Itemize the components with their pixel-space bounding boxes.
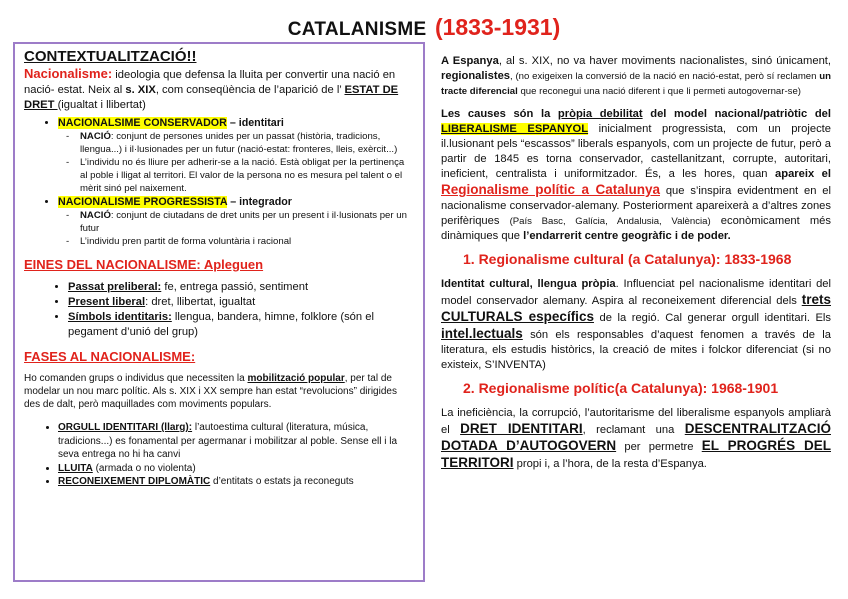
- text: , al s. XIX, no va haver moviments nacionalistes, sinó únicament,: [498, 55, 832, 67]
- phase-label: RECONEIXEMENT DIPLOMÀTIC: [58, 476, 211, 487]
- list-item: [68, 280, 414, 295]
- nacio-text: : conjunt de ciutadans de dret units per un present i il·lusionats per un futur: [80, 210, 407, 234]
- section-2-heading: 2. Regionalisme polític(a Catalunya): 1968-1901: [463, 380, 779, 396]
- text: són els responsables d’aquest fenomen a través de la literatura, els estudis històrics, la creació de mites i folckor diferenciat (si no existeix, S’INVENTA): [441, 329, 831, 371]
- text: inicialment progressista, com un projecte il.lusionant pels “escassos” liberals espanyols, com un projecte de futur, però a partir de 1845 es torna conservador, castellanitzant, corrupte, autoritari, ineficient, centralista i uniformitzador. És, a les hores, quan: [441, 123, 831, 180]
- trets-culturals: trets CULTURALS específics: [441, 292, 831, 324]
- phases-intro: [24, 372, 414, 411]
- nationalism-text-2: , com conseqüència de l’aparició de l’: [155, 84, 345, 96]
- text: apareix el: [775, 168, 831, 180]
- text: , reclamant una: [582, 424, 685, 436]
- title-main: CATALANISME: [287, 19, 427, 40]
- context-heading: CONTEXTUALITZACIÓ!!: [24, 48, 197, 65]
- list-item: [58, 116, 414, 195]
- text: que reconegui una nació diferent i que li permeti autogovernar-se): [517, 86, 801, 97]
- list-item: - L’individu pren partit de forma voluntària i racional: [72, 235, 414, 248]
- nationalism-label: Nacionalisme:: [24, 66, 113, 81]
- text: per permetre: [616, 441, 702, 453]
- intellectuals: intel.lectuals: [441, 326, 523, 341]
- phase-label: ORGULL IDENTITARI (llarg):: [58, 422, 193, 433]
- list-item: [68, 310, 414, 340]
- nationalism-types-list: [24, 116, 414, 248]
- conservative-label: NACIONALSIME CONSERVADOR: [58, 117, 227, 129]
- list-item: [72, 209, 414, 235]
- tool-label: Símbols identitaris:: [68, 311, 172, 323]
- tool-text: : dret, llibertat, igualtat: [145, 296, 256, 308]
- list-item: [58, 475, 414, 489]
- tool-label: Passat preliberal:: [68, 281, 162, 293]
- tools-list: [24, 280, 414, 340]
- liberalisme-espanyol: LIBERALISME ESPANYOL: [441, 123, 589, 135]
- causes-paragraph: [441, 107, 831, 244]
- sub-list: [58, 130, 414, 195]
- right-column: [441, 54, 831, 480]
- phase-text: l’autoestima cultural (literatura, música, tradicions...) es fonamental per agermanar i mobilitzar al poble. Sense ell i la seva entrega no hi ha canvi: [58, 422, 398, 460]
- page-title: [0, 14, 848, 41]
- regionalisme-politic: Regionalisme polític a Catalunya: [441, 182, 660, 197]
- list-item: [72, 130, 414, 156]
- identitat-cultural: Identitat cultural, llengua pròpia: [441, 278, 616, 290]
- text: de la regió. Cal generar orgull identitari. Els: [593, 312, 832, 324]
- text: Les causes són la: [441, 108, 558, 120]
- nacio-text: : conjunt de persones unides per un passat (història, tradicions, llengua...) i il·lusionades per un futur (nació-estat: fronteres, lleis, exèrcit...): [80, 131, 398, 155]
- progressive-suffix: – integrador: [227, 196, 292, 208]
- phases-text: Ho comanden grups o individus que necessiten la: [24, 373, 248, 384]
- endarrerit-centre: l’endarrerit centre geogràfic i de poder.: [523, 230, 731, 242]
- tool-label: Present liberal: [68, 296, 146, 308]
- dret-identitari: DRET IDENTITARI: [460, 421, 583, 436]
- spain-label: A Espanya: [441, 55, 499, 67]
- text: La ineficiència, la corrupció, l’autoritarisme del liberalisme espanyols ampliarà el: [441, 407, 831, 436]
- sub-list: [58, 209, 414, 248]
- descentralitzacio: DESCENTRALITZACIÓ DOTADA D’AUTOGOVERN: [441, 421, 831, 453]
- list-item: [58, 195, 414, 248]
- nationalism-definition: [24, 66, 414, 113]
- nationalism-text: ideologia que defensa la lluita per convertir una nació en nació- estat. Neix al: [24, 69, 396, 96]
- title-years: (1833-1931): [434, 14, 561, 40]
- phase-text: d’entitats o estats ja reconeguts: [210, 476, 354, 487]
- conservative-suffix: – identitari: [226, 117, 284, 129]
- spain-paragraph: [441, 54, 831, 99]
- tool-text: llengua, bandera, himne, folklore (són el pegament d’unió del grup): [68, 311, 374, 338]
- list-item: [58, 421, 414, 462]
- tools-heading: EINES DEL NACIONALISME: Apleguen: [24, 257, 264, 272]
- text: propi i, a l’hora, de la resta d’Espanya.: [513, 458, 707, 470]
- nacio-label: NACIÓ: [80, 131, 111, 142]
- section-1-heading: 1. Regionalisme cultural (a Catalunya): 1833-1968: [463, 251, 792, 267]
- nationalism-text-3: (igualtat i llibertat): [57, 99, 146, 111]
- phases-text-2: , per tal de modelar un nou marc polític. Als s. XIX i XX sempre han estat “revolucions” dirigides des de dalt, però maquillades com moviments populars.: [24, 373, 397, 410]
- estat-de-dret: ESTAT DE DRET: [24, 84, 399, 111]
- phase-label: LLUITA: [58, 462, 93, 474]
- cultural-paragraph: [441, 277, 831, 373]
- text: del model nacional/patriòtic del: [642, 108, 831, 120]
- tool-text: fe, entrega passió, sentiment: [161, 281, 309, 293]
- phase-text: (armada o no violenta): [92, 462, 196, 474]
- list-item: - L’individu no és lliure per adherir-se a la nació. Està obligat per la pertinença al poble i lligat al territori. El valor de la persona no es mesura pel talent o el mèrit sinó pel naixement.: [72, 156, 414, 195]
- phases-heading: FASES AL NACIONALISME:: [24, 349, 196, 364]
- regions: (País Basc, Galícia, Andalusia, València): [509, 216, 711, 227]
- regionalistes: regionalistes: [441, 70, 511, 82]
- nacio-label: NACIÓ: [80, 210, 111, 221]
- text: , (no exigeixen la conversió de la nació en nació-estat, però sí reclamen: [510, 71, 820, 82]
- text: que s’inspira evidentment en el nacionalisme conservador-alemany. Posteriorment apareixerà a d’altres zones perifèriques: [441, 185, 831, 227]
- phases-list: [24, 421, 414, 489]
- list-item: [68, 295, 414, 310]
- progressive-label: NACIONALISME PROGRESSISTA: [58, 196, 228, 208]
- nationalism-century: s. XIX: [125, 84, 156, 96]
- context-box: [13, 42, 425, 582]
- political-paragraph: [441, 406, 831, 472]
- phases-mobilization: mobilització popular: [247, 373, 345, 384]
- text: . Influenciat pel nacionalisme identitari del model conservador alemany. Aspira al reconeixement diferencial dels: [441, 278, 831, 307]
- text: econòmicament més dinàmiques que: [441, 215, 831, 242]
- progres-territori: EL PROGRÉS DEL TERRITORI: [441, 438, 831, 470]
- tracte-diferencial: un tracte diferencial: [441, 71, 831, 97]
- propia-debilitat: pròpia debilitat: [557, 108, 643, 120]
- list-item: [58, 462, 414, 476]
